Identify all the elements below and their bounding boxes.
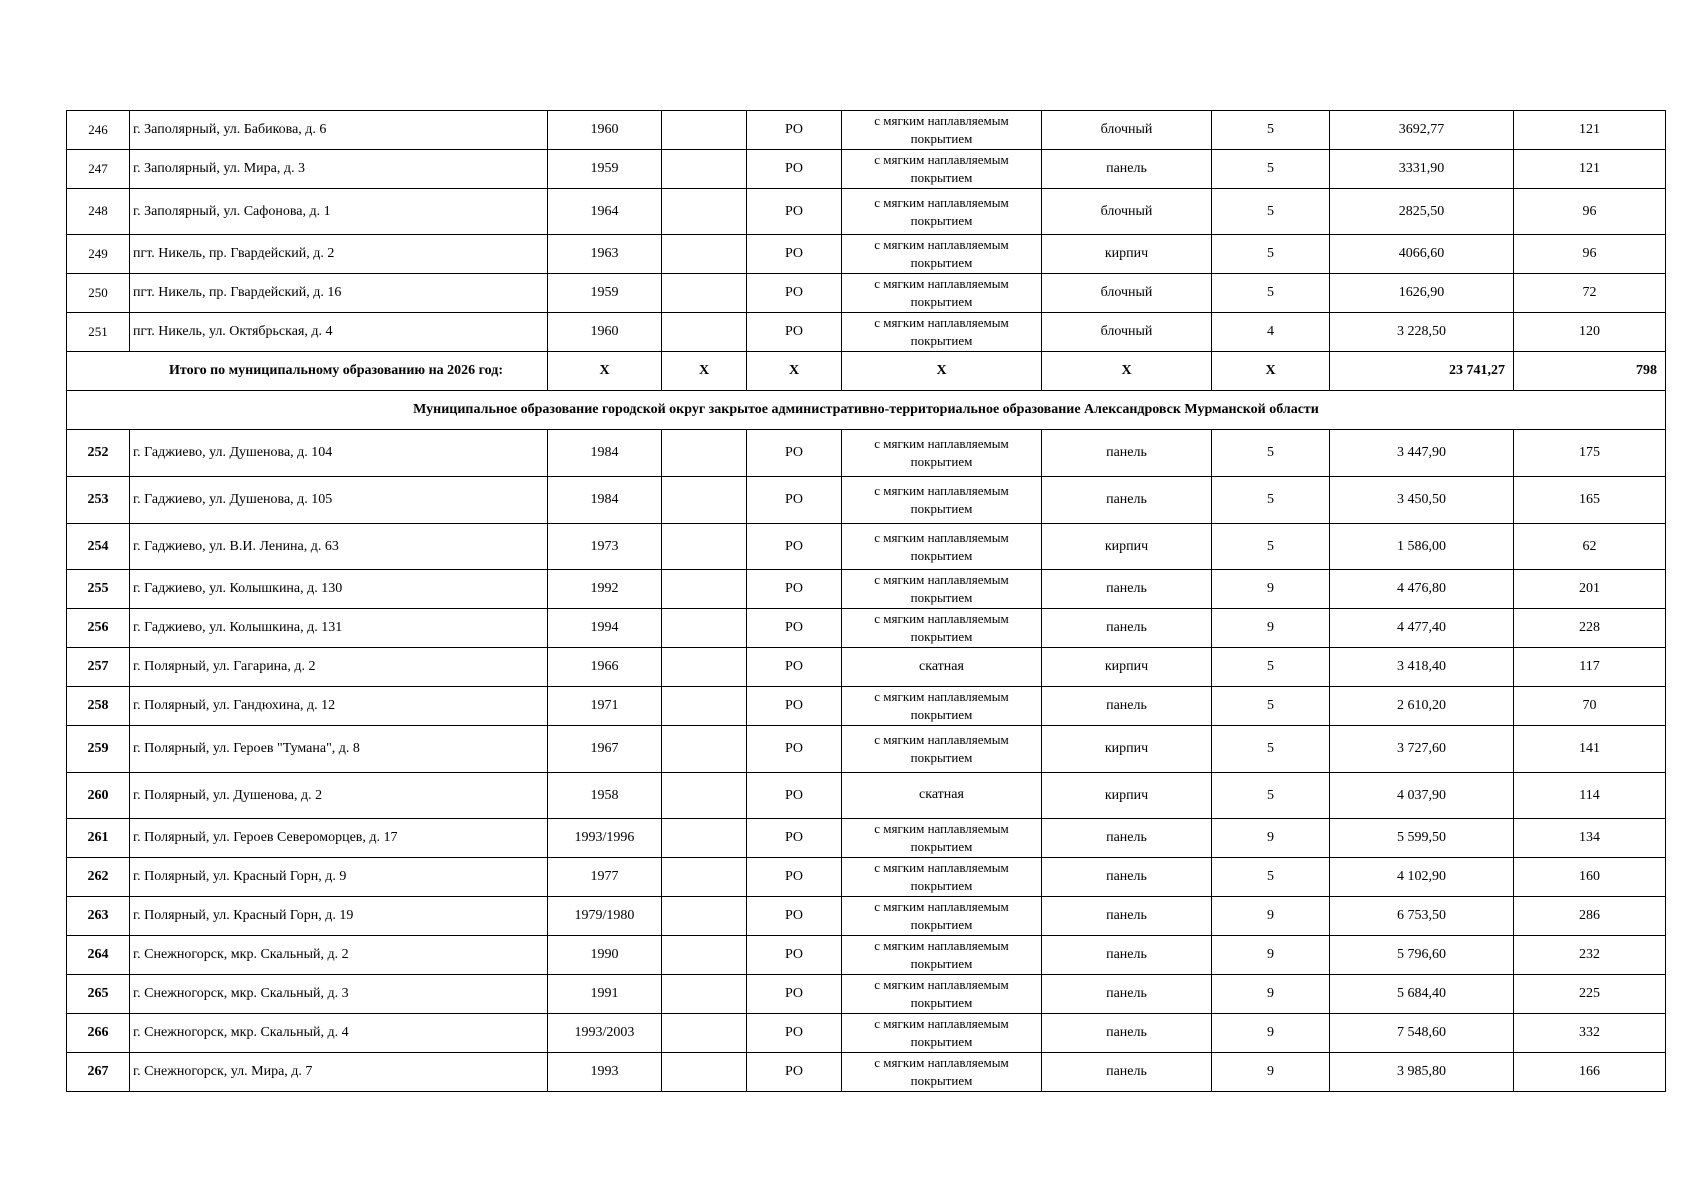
year-cell: 1958 <box>548 773 662 819</box>
roof-type-cell: с мягким наплавляемым покрытием <box>842 726 1042 773</box>
total-x-cell: X <box>747 352 842 391</box>
residents-cell: 96 <box>1514 189 1666 235</box>
year-cell: 1993/2003 <box>548 1014 662 1053</box>
wall-material-cell: панель <box>1042 819 1212 858</box>
floors-cell: 5 <box>1212 858 1330 897</box>
address-cell: г. Гаджиево, ул. Душенова, д. 105 <box>130 477 548 524</box>
ro-cell: РО <box>747 858 842 897</box>
address-cell: г. Полярный, ул. Красный Горн, д. 19 <box>130 897 548 936</box>
wall-material-cell: панель <box>1042 687 1212 726</box>
roof-type-cell: с мягким наплавляемым покрытием <box>842 1053 1042 1092</box>
floors-cell: 5 <box>1212 687 1330 726</box>
empty-cell <box>662 858 747 897</box>
roof-type-cell: с мягким наплавляемым покрытием <box>842 897 1042 936</box>
empty-cell <box>662 609 747 648</box>
year-cell: 1960 <box>548 313 662 352</box>
empty-cell <box>662 430 747 477</box>
ro-cell: РО <box>747 1053 842 1092</box>
floors-cell: 5 <box>1212 773 1330 819</box>
address-cell: пгт. Никель, ул. Октябрьская, д. 4 <box>130 313 548 352</box>
area-cell: 4066,60 <box>1330 235 1514 274</box>
total-x-cell: X <box>662 352 747 391</box>
area-cell: 4 476,80 <box>1330 570 1514 609</box>
wall-material-cell: панель <box>1042 975 1212 1014</box>
residents-cell: 114 <box>1514 773 1666 819</box>
address-cell: г. Гаджиево, ул. Колышкина, д. 130 <box>130 570 548 609</box>
ro-cell: РО <box>747 687 842 726</box>
year-cell: 1963 <box>548 235 662 274</box>
row-number-cell: 257 <box>67 648 130 687</box>
total-x-cell: X <box>842 352 1042 391</box>
floors-cell: 9 <box>1212 609 1330 648</box>
row-number-cell: 264 <box>67 936 130 975</box>
wall-material-cell: панель <box>1042 897 1212 936</box>
address-cell: г. Полярный, ул. Гандюхина, д. 12 <box>130 687 548 726</box>
address-cell: г. Заполярный, ул. Бабикова, д. 6 <box>130 111 548 150</box>
empty-cell <box>662 274 747 313</box>
wall-material-cell: кирпич <box>1042 648 1212 687</box>
residents-cell: 62 <box>1514 524 1666 570</box>
area-cell: 3 447,90 <box>1330 430 1514 477</box>
wall-material-cell: панель <box>1042 430 1212 477</box>
floors-cell: 9 <box>1212 570 1330 609</box>
table-row <box>67 477 1666 524</box>
area-cell: 3331,90 <box>1330 150 1514 189</box>
area-cell: 3 228,50 <box>1330 313 1514 352</box>
table-row <box>67 936 1666 975</box>
wall-material-cell: блочный <box>1042 274 1212 313</box>
table-row <box>67 430 1666 477</box>
floors-cell: 5 <box>1212 430 1330 477</box>
roof-type-cell: с мягким наплавляемым покрытием <box>842 430 1042 477</box>
empty-cell <box>662 773 747 819</box>
table-body-b <box>67 430 1666 1092</box>
roof-type-cell: с мягким наплавляемым покрытием <box>842 189 1042 235</box>
area-cell: 3692,77 <box>1330 111 1514 150</box>
area-cell: 5 684,40 <box>1330 975 1514 1014</box>
section-title: Муниципальное образование городской округ закрытое административно-территориальное образование Александровск Мурманской области <box>67 391 1666 430</box>
ro-cell: РО <box>747 524 842 570</box>
ro-cell: РО <box>747 570 842 609</box>
address-cell: г. Полярный, ул. Красный Горн, д. 9 <box>130 858 548 897</box>
year-cell: 1993 <box>548 1053 662 1092</box>
row-number-cell: 265 <box>67 975 130 1014</box>
roof-type-cell: с мягким наплавляемым покрытием <box>842 819 1042 858</box>
floors-cell: 5 <box>1212 235 1330 274</box>
floors-cell: 5 <box>1212 274 1330 313</box>
table-row <box>67 648 1666 687</box>
floors-cell: 5 <box>1212 150 1330 189</box>
empty-cell <box>662 524 747 570</box>
row-number-cell: 258 <box>67 687 130 726</box>
year-cell: 1977 <box>548 858 662 897</box>
residents-cell: 160 <box>1514 858 1666 897</box>
ro-cell: РО <box>747 897 842 936</box>
ro-cell: РО <box>747 773 842 819</box>
roof-type-cell: с мягким наплавляемым покрытием <box>842 313 1042 352</box>
ro-cell: РО <box>747 726 842 773</box>
area-cell: 3 985,80 <box>1330 1053 1514 1092</box>
ro-cell: РО <box>747 975 842 1014</box>
residents-cell: 175 <box>1514 430 1666 477</box>
year-cell: 1973 <box>548 524 662 570</box>
area-cell: 3 418,40 <box>1330 648 1514 687</box>
table-row <box>67 111 1666 150</box>
ro-cell: РО <box>747 477 842 524</box>
roof-type-cell: с мягким наплавляемым покрытием <box>842 274 1042 313</box>
roof-type-cell: с мягким наплавляемым покрытием <box>842 687 1042 726</box>
wall-material-cell: блочный <box>1042 313 1212 352</box>
section-title-row <box>67 391 1666 430</box>
address-cell: г. Гаджиево, ул. Душенова, д. 104 <box>130 430 548 477</box>
residents-cell: 120 <box>1514 313 1666 352</box>
roof-type-cell: скатная <box>842 648 1042 687</box>
residents-cell: 166 <box>1514 1053 1666 1092</box>
total-label: Итого по муниципальному образованию на 2026 год: <box>67 352 548 391</box>
floors-cell: 5 <box>1212 648 1330 687</box>
ro-cell: РО <box>747 150 842 189</box>
floors-cell: 5 <box>1212 189 1330 235</box>
table-row <box>67 1053 1666 1092</box>
empty-cell <box>662 1053 747 1092</box>
row-number-cell: 252 <box>67 430 130 477</box>
year-cell: 1992 <box>548 570 662 609</box>
floors-cell: 9 <box>1212 1014 1330 1053</box>
area-cell: 1 586,00 <box>1330 524 1514 570</box>
table-row <box>67 524 1666 570</box>
address-cell: г. Полярный, ул. Душенова, д. 2 <box>130 773 548 819</box>
year-cell: 1984 <box>548 477 662 524</box>
residents-cell: 286 <box>1514 897 1666 936</box>
table-body-a <box>67 111 1666 352</box>
wall-material-cell: панель <box>1042 477 1212 524</box>
table-row <box>67 975 1666 1014</box>
table-row <box>67 897 1666 936</box>
row-number-cell: 261 <box>67 819 130 858</box>
floors-cell: 5 <box>1212 111 1330 150</box>
residents-cell: 134 <box>1514 819 1666 858</box>
row-number-cell: 266 <box>67 1014 130 1053</box>
year-cell: 1991 <box>548 975 662 1014</box>
table-row <box>67 609 1666 648</box>
total-people: 798 <box>1514 352 1666 391</box>
total-row <box>67 352 1666 391</box>
address-cell: г. Полярный, ул. Героев Североморцев, д. 17 <box>130 819 548 858</box>
row-number-cell: 253 <box>67 477 130 524</box>
residents-cell: 72 <box>1514 274 1666 313</box>
ro-cell: РО <box>747 936 842 975</box>
residents-cell: 165 <box>1514 477 1666 524</box>
roof-type-cell: с мягким наплавляемым покрытием <box>842 936 1042 975</box>
empty-cell <box>662 819 747 858</box>
residents-cell: 117 <box>1514 648 1666 687</box>
wall-material-cell: панель <box>1042 1053 1212 1092</box>
empty-cell <box>662 897 747 936</box>
ro-cell: РО <box>747 313 842 352</box>
row-number-cell: 256 <box>67 609 130 648</box>
wall-material-cell: кирпич <box>1042 235 1212 274</box>
ro-cell: РО <box>747 430 842 477</box>
empty-cell <box>662 477 747 524</box>
residents-cell: 121 <box>1514 111 1666 150</box>
housing-table <box>66 110 1666 1092</box>
area-cell: 6 753,50 <box>1330 897 1514 936</box>
row-number-cell: 259 <box>67 726 130 773</box>
row-number-cell: 248 <box>67 189 130 235</box>
area-cell: 2 610,20 <box>1330 687 1514 726</box>
wall-material-cell: кирпич <box>1042 726 1212 773</box>
table-row <box>67 570 1666 609</box>
empty-cell <box>662 975 747 1014</box>
row-number-cell: 255 <box>67 570 130 609</box>
ro-cell: РО <box>747 609 842 648</box>
address-cell: г. Снежногорск, мкр. Скальный, д. 4 <box>130 1014 548 1053</box>
address-cell: г. Полярный, ул. Героев "Тумана", д. 8 <box>130 726 548 773</box>
roof-type-cell: скатная <box>842 773 1042 819</box>
area-cell: 7 548,60 <box>1330 1014 1514 1053</box>
ro-cell: РО <box>747 819 842 858</box>
wall-material-cell: блочный <box>1042 111 1212 150</box>
year-cell: 1967 <box>548 726 662 773</box>
ro-cell: РО <box>747 111 842 150</box>
table-row <box>67 235 1666 274</box>
empty-cell <box>662 150 747 189</box>
area-cell: 2825,50 <box>1330 189 1514 235</box>
address-cell: г. Снежногорск, мкр. Скальный, д. 2 <box>130 936 548 975</box>
ro-cell: РО <box>747 189 842 235</box>
table-row <box>67 726 1666 773</box>
year-cell: 1993/1996 <box>548 819 662 858</box>
area-cell: 4 477,40 <box>1330 609 1514 648</box>
area-cell: 4 037,90 <box>1330 773 1514 819</box>
wall-material-cell: панель <box>1042 858 1212 897</box>
floors-cell: 9 <box>1212 897 1330 936</box>
residents-cell: 232 <box>1514 936 1666 975</box>
roof-type-cell: с мягким наплавляемым покрытием <box>842 477 1042 524</box>
wall-material-cell: панель <box>1042 609 1212 648</box>
empty-cell <box>662 936 747 975</box>
address-cell: г. Снежногорск, мкр. Скальный, д. 3 <box>130 975 548 1014</box>
table-row <box>67 313 1666 352</box>
roof-type-cell: с мягким наплавляемым покрытием <box>842 524 1042 570</box>
roof-type-cell: с мягким наплавляемым покрытием <box>842 570 1042 609</box>
row-number-cell: 262 <box>67 858 130 897</box>
empty-cell <box>662 726 747 773</box>
floors-cell: 5 <box>1212 477 1330 524</box>
residents-cell: 225 <box>1514 975 1666 1014</box>
row-number-cell: 251 <box>67 313 130 352</box>
roof-type-cell: с мягким наплавляемым покрытием <box>842 235 1042 274</box>
row-number-cell: 247 <box>67 150 130 189</box>
address-cell: г. Заполярный, ул. Мира, д. 3 <box>130 150 548 189</box>
address-cell: г. Заполярный, ул. Сафонова, д. 1 <box>130 189 548 235</box>
row-number-cell: 260 <box>67 773 130 819</box>
residents-cell: 332 <box>1514 1014 1666 1053</box>
residents-cell: 96 <box>1514 235 1666 274</box>
year-cell: 1984 <box>548 430 662 477</box>
address-cell: г. Снежногорск, ул. Мира, д. 7 <box>130 1053 548 1092</box>
wall-material-cell: панель <box>1042 1014 1212 1053</box>
table-row <box>67 150 1666 189</box>
area-cell: 3 727,60 <box>1330 726 1514 773</box>
roof-type-cell: с мягким наплавляемым покрытием <box>842 858 1042 897</box>
ro-cell: РО <box>747 235 842 274</box>
total-x-cell: X <box>1212 352 1330 391</box>
roof-type-cell: с мягким наплавляемым покрытием <box>842 975 1042 1014</box>
area-cell: 5 599,50 <box>1330 819 1514 858</box>
address-cell: г. Полярный, ул. Гагарина, д. 2 <box>130 648 548 687</box>
area-cell: 3 450,50 <box>1330 477 1514 524</box>
ro-cell: РО <box>747 648 842 687</box>
year-cell: 1959 <box>548 150 662 189</box>
table-row <box>67 819 1666 858</box>
ro-cell: РО <box>747 1014 842 1053</box>
ro-cell: РО <box>747 274 842 313</box>
wall-material-cell: панель <box>1042 150 1212 189</box>
year-cell: 1971 <box>548 687 662 726</box>
table-row <box>67 687 1666 726</box>
empty-cell <box>662 1014 747 1053</box>
row-number-cell: 250 <box>67 274 130 313</box>
row-number-cell: 263 <box>67 897 130 936</box>
year-cell: 1994 <box>548 609 662 648</box>
table-row <box>67 274 1666 313</box>
table-row <box>67 189 1666 235</box>
empty-cell <box>662 235 747 274</box>
floors-cell: 9 <box>1212 975 1330 1014</box>
empty-cell <box>662 189 747 235</box>
wall-material-cell: блочный <box>1042 189 1212 235</box>
residents-cell: 70 <box>1514 687 1666 726</box>
address-cell: г. Гаджиево, ул. В.И. Ленина, д. 63 <box>130 524 548 570</box>
address-cell: г. Гаджиево, ул. Колышкина, д. 131 <box>130 609 548 648</box>
empty-cell <box>662 111 747 150</box>
floors-cell: 9 <box>1212 1053 1330 1092</box>
table-row <box>67 773 1666 819</box>
floors-cell: 5 <box>1212 726 1330 773</box>
year-cell: 1960 <box>548 111 662 150</box>
empty-cell <box>662 687 747 726</box>
roof-type-cell: с мягким наплавляемым покрытием <box>842 150 1042 189</box>
roof-type-cell: с мягким наплавляемым покрытием <box>842 1014 1042 1053</box>
roof-type-cell: с мягким наплавляемым покрытием <box>842 609 1042 648</box>
row-number-cell: 246 <box>67 111 130 150</box>
total-x-cell: X <box>548 352 662 391</box>
wall-material-cell: кирпич <box>1042 773 1212 819</box>
address-cell: пгт. Никель, пр. Гвардейский, д. 2 <box>130 235 548 274</box>
wall-material-cell: панель <box>1042 936 1212 975</box>
year-cell: 1979/1980 <box>548 897 662 936</box>
empty-cell <box>662 648 747 687</box>
total-x-cell: X <box>1042 352 1212 391</box>
row-number-cell: 254 <box>67 524 130 570</box>
year-cell: 1966 <box>548 648 662 687</box>
wall-material-cell: кирпич <box>1042 524 1212 570</box>
year-cell: 1959 <box>548 274 662 313</box>
row-number-cell: 249 <box>67 235 130 274</box>
residents-cell: 228 <box>1514 609 1666 648</box>
row-number-cell: 267 <box>67 1053 130 1092</box>
table-row <box>67 1014 1666 1053</box>
residents-cell: 141 <box>1514 726 1666 773</box>
year-cell: 1964 <box>548 189 662 235</box>
empty-cell <box>662 570 747 609</box>
address-cell: пгт. Никель, пр. Гвардейский, д. 16 <box>130 274 548 313</box>
floors-cell: 9 <box>1212 936 1330 975</box>
residents-cell: 121 <box>1514 150 1666 189</box>
total-area: 23 741,27 <box>1330 352 1514 391</box>
empty-cell <box>662 313 747 352</box>
area-cell: 4 102,90 <box>1330 858 1514 897</box>
area-cell: 1626,90 <box>1330 274 1514 313</box>
residents-cell: 201 <box>1514 570 1666 609</box>
table-row <box>67 858 1666 897</box>
wall-material-cell: панель <box>1042 570 1212 609</box>
floors-cell: 5 <box>1212 524 1330 570</box>
area-cell: 5 796,60 <box>1330 936 1514 975</box>
table-body-total <box>67 352 1666 430</box>
floors-cell: 4 <box>1212 313 1330 352</box>
roof-type-cell: с мягким наплавляемым покрытием <box>842 111 1042 150</box>
year-cell: 1990 <box>548 936 662 975</box>
floors-cell: 9 <box>1212 819 1330 858</box>
